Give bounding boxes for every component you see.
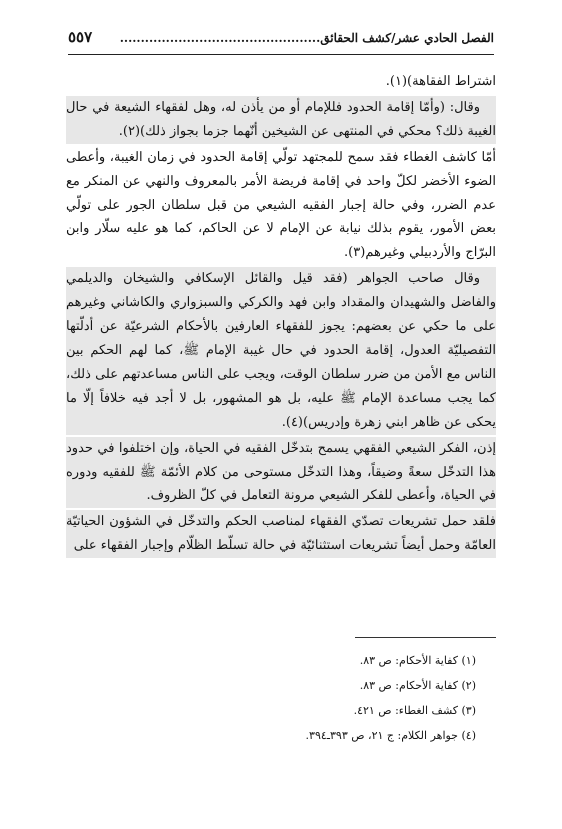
footnote: (١) كفاية الأحكام: ص ٨٣.	[359, 654, 476, 667]
chapter-title: الفصل الحادي عشر/كشف الحقائق................................................	[119, 31, 494, 45]
paragraph: وقال: (وأمّا إقامة الحدود فللإمام أو من يأذن له، وهل لفقهاء الشيعة في حال الغيبة ذلك؟ محكي في المنتهى عن الشيخين أنّهما جزما بجواز ذلك)(٢).	[66, 96, 496, 144]
paragraph: إذن، الفكر الشيعي الفقهي يسمح بتدخّل الفقيه في الحياة، وإن اختلفوا في حدود هذا التدخّل سعةً وضيقاً، وهذا التدخّل مستوحى من كلام الأئمّة ﷺ للفقيه ودوره في الحياة، وأعطى للفكر الشيعي مرونة التعامل في كلّ الظروف.	[66, 437, 496, 509]
footnote-separator	[355, 637, 496, 638]
paragraph: اشتراط الفقاهة)(١).	[385, 74, 496, 89]
running-header	[68, 28, 494, 55]
page-number: ٥٥٧	[68, 28, 93, 46]
footnotes	[66, 648, 496, 748]
body-text	[66, 70, 496, 560]
footnote: (٣) كشف الغطاء: ص ٤٢١.	[353, 704, 476, 717]
footnote: (٢) كفاية الأحكام: ص ٨٣.	[359, 679, 476, 692]
paragraph: أمّا كاشف الغطاء فقد سمح للمجتهد تولّي إقامة الحدود في زمان الغيبة، وأعطى الضوء الأخضر لكلّ واحد في إقامة فريضة الأمر بالمعروف والنهي عن المنكر مع عدم الضرر، وفي حالة إجبار الفقيه الشيعي من قبل سلطان الجور على تولّي بعض الأمور، يقوم بذلك نيابة عن الإمام لا عن الحاكم، كما هو عليه سلّار وابن البرّاج والأردبيلي وغيرهم(٣).	[66, 149, 496, 261]
paragraph: وقال صاحب الجواهر (فقد قيل والقائل الإسكافي والشيخان والديلمي والفاضل والشهيدان والمقداد وابن فهد والكركي والسبزواري والكاشاني وغيرهم على ما حكي عن بعضهم: يجوز للفقهاء العارفين بالأحكام الشرعيّة عن أدلّتها التفصيليّة العدول، إقامة الحدود في حال غيبة الإمام ﷺ، كما لهم الحكم بين الناس مع الأمن من ضرر سلطان الوقت، ويجب على الناس مساعدتهم على ذلك، كما يجب مساعدة الإمام ﷺ عليه، بل هو المشهور، بل لا أجد فيه خلافاً إلّا ما يحكى عن ظاهر ابني زهرة وإدريس)(٤).	[66, 267, 496, 434]
paragraph: فلقد حمل تشريعات تصدّي الفقهاء لمناصب الحكم والتدخّل في الشؤون الحياتيّة العامّة وحمل أيضاً تشريعات استثنائيّة في حالة تسلّط الظلّام وإجبار الفقهاء على	[66, 510, 496, 558]
footnote: (٤) جواهر الكلام: ج ٢١، ص ٣٩٣ـ٣٩٤.	[305, 729, 476, 742]
